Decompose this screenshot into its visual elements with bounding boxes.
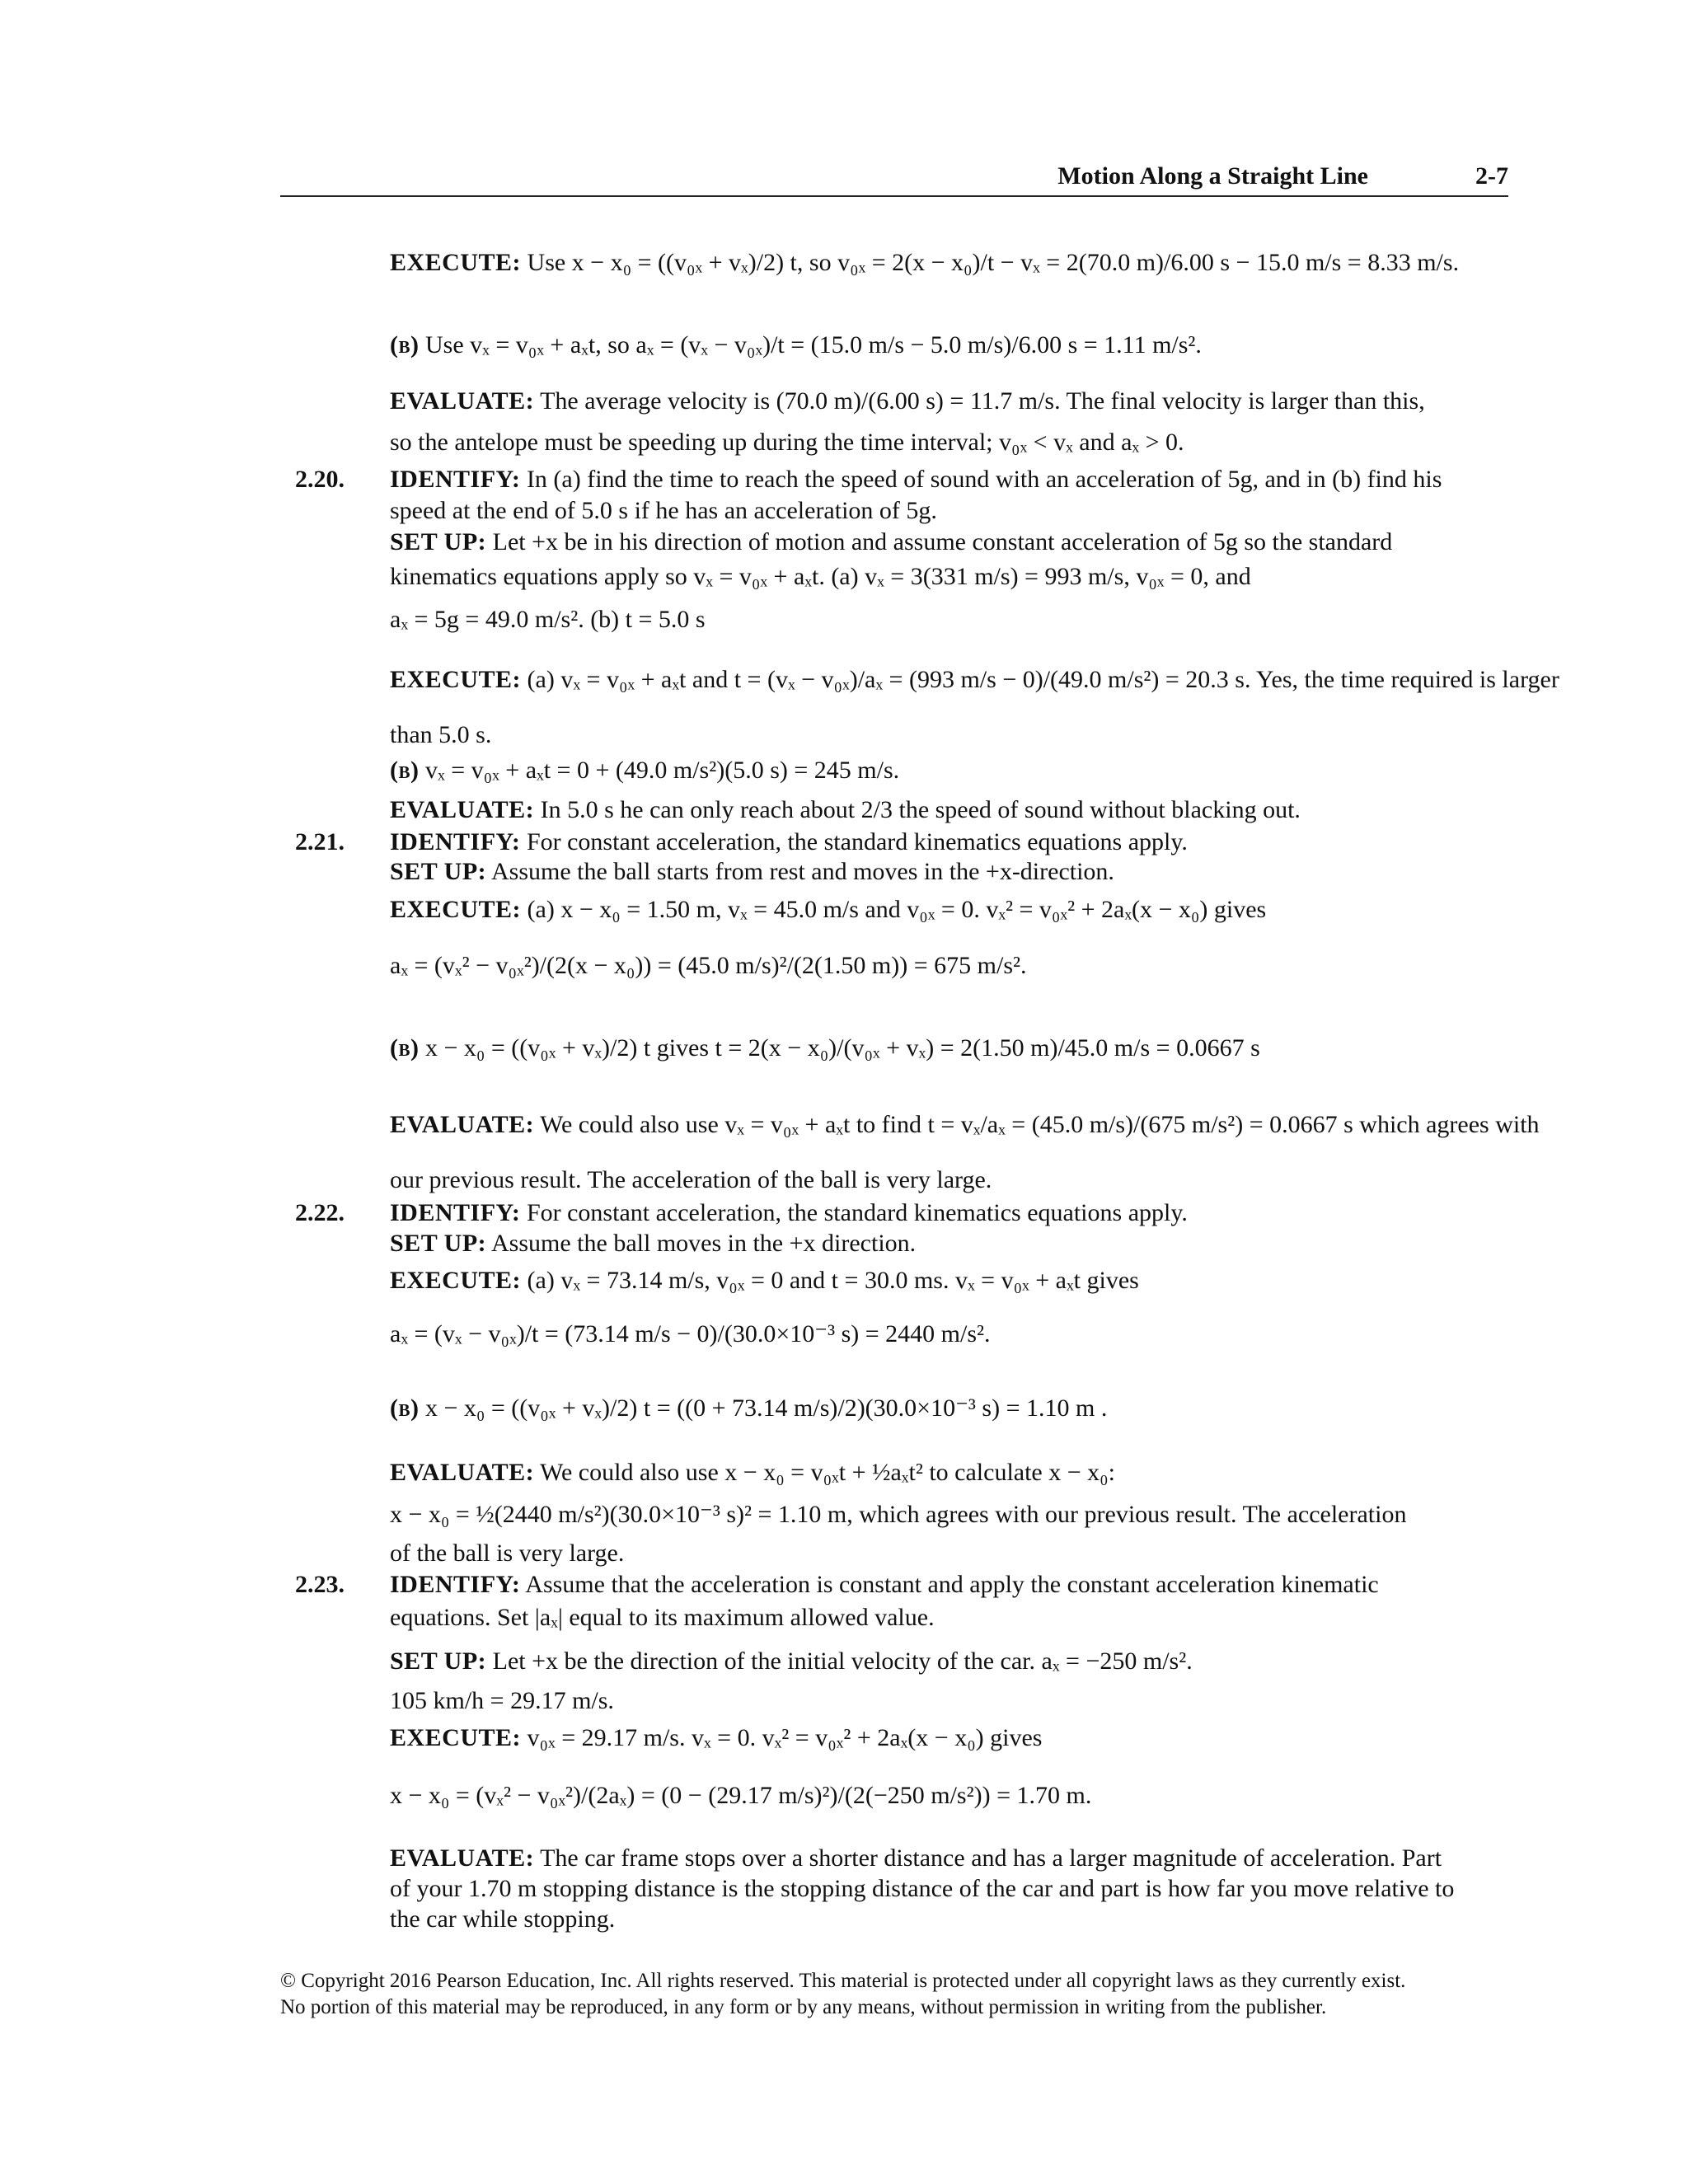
section-label: SET UP: xyxy=(390,528,487,555)
section-label: IDENTIFY: xyxy=(390,828,521,855)
line-text: For constant acceleration, the standard kinematics equations apply. xyxy=(526,1199,1188,1226)
line-text: aₓ = 5g = 49.0 m/s². (b) t = 5.0 s xyxy=(390,606,706,633)
line-text: Use vₓ = v₀ₓ + aₓt, so aₓ = (vₓ − v₀ₓ)/t = (15.0 m/s − 5.0 m/s)/6.00 s = 1.11 m/s². xyxy=(425,331,1202,359)
text-line xyxy=(390,1722,1042,1754)
text-line xyxy=(390,1569,1379,1601)
section-label: EVALUATE: xyxy=(390,796,535,823)
page-header xyxy=(280,161,1508,197)
text-line xyxy=(390,1904,615,1935)
text-line xyxy=(390,604,706,635)
section-label: EVALUATE: xyxy=(390,387,535,415)
text-line xyxy=(390,1457,1115,1488)
section-label: (b) xyxy=(390,331,420,359)
line-text: 105 km/h = 29.17 m/s. xyxy=(390,1687,614,1714)
footer-line-1: © Copyright 2016 Pearson Education, Inc. All rights reserved. This material is protected under all copyright laws as they currently exist. xyxy=(280,1970,1406,1992)
line-text: For constant acceleration, the standard kinematics equations apply. xyxy=(526,828,1188,855)
line-text: We could also use x − x₀ = v₀ₓt + ½aₓt² to calculate x − x₀: xyxy=(540,1459,1115,1486)
text-line xyxy=(390,719,491,751)
text-line xyxy=(390,1033,1260,1064)
line-text: Assume the ball moves in the +x direction. xyxy=(491,1230,917,1257)
line-text: v₀ₓ = 29.17 m/s. vₓ = 0. vₓ² = v₀ₓ² + 2aₓ(x − x₀) gives xyxy=(527,1724,1043,1751)
section-label: SET UP: xyxy=(390,1230,487,1257)
text-line xyxy=(390,330,1202,361)
text-line xyxy=(390,664,1559,696)
section-label: IDENTIFY: xyxy=(390,1199,521,1226)
header-page-number: 2-7 xyxy=(1475,162,1508,190)
line-text: equations. Set |aₓ| equal to its maximum allowed value. xyxy=(390,1604,935,1631)
text-line xyxy=(390,1843,1442,1874)
section-label: EVALUATE: xyxy=(390,1111,535,1138)
text-line xyxy=(390,1265,1139,1296)
text-line xyxy=(390,1393,1107,1424)
text-line xyxy=(390,561,1251,593)
problem-number: 2.23. xyxy=(295,1571,345,1598)
text-line xyxy=(390,1780,1091,1811)
text-line xyxy=(390,495,937,527)
line-text: Use x − x₀ = ((v₀ₓ + vₓ)/2) t, so v₀ₓ = 2(x − x₀)/t − vₓ = 2(70.0 m)/6.00 s − 15.0 m/s = 8.33 m/s. xyxy=(527,249,1460,276)
text-line xyxy=(390,827,1188,858)
line-text: than 5.0 s. xyxy=(390,721,492,748)
line-text: In 5.0 s he can only reach about 2/3 the speed of sound without blacking out. xyxy=(540,796,1301,823)
line-text: x − x₀ = (vₓ² − v₀ₓ²)/(2aₓ) = (0 − (29.17 m/s)²)/(2(−250 m/s²)) = 1.70 m. xyxy=(390,1782,1092,1809)
section-label: IDENTIFY: xyxy=(390,1571,521,1598)
line-text: (a) x − x₀ = 1.50 m, vₓ = 45.0 m/s and v₀ₓ = 0. vₓ² = v₀ₓ² + 2aₓ(x − x₀) gives xyxy=(527,896,1267,923)
text-line xyxy=(390,1228,916,1259)
line-text: aₓ = (vₓ − v₀ₓ)/t = (73.14 m/s − 0)/(30.0×10⁻³ s) = 2440 m/s². xyxy=(390,1320,991,1347)
text-line xyxy=(390,755,899,786)
text-line xyxy=(390,1319,991,1350)
section-label: EVALUATE: xyxy=(390,1459,535,1486)
line-text: x − x₀ = ½(2440 m/s²)(30.0×10⁻³ s)² = 1.10 m, which agrees with our previous result. The acceleration xyxy=(390,1501,1407,1528)
section-label: IDENTIFY: xyxy=(390,466,521,493)
text-line xyxy=(390,856,1114,888)
text-line xyxy=(390,1602,935,1633)
section-label: EXECUTE: xyxy=(390,1267,522,1294)
section-label: EVALUATE: xyxy=(390,1844,535,1872)
line-text: Let +x be in his direction of motion and assume constant acceleration of 5g so the standard xyxy=(492,528,1393,555)
text-line xyxy=(390,247,1459,279)
section-label: (b) xyxy=(390,1034,420,1062)
line-text: kinematics equations apply so vₓ = v₀ₓ + aₓt. (a) vₓ = 3(331 m/s) = 993 m/s, v₀ₓ = 0, and xyxy=(390,563,1251,590)
section-label: SET UP: xyxy=(390,858,487,885)
text-line xyxy=(390,527,1392,558)
text-line xyxy=(390,386,1425,417)
text-line xyxy=(390,1165,992,1196)
section-label: SET UP: xyxy=(390,1647,487,1675)
line-text: x − x₀ = ((v₀ₓ + vₓ)/2) t gives t = 2(x − x₀)/(v₀ₓ + vₓ) = 2(1.50 m)/45.0 m/s = 0.0667 s xyxy=(425,1034,1260,1062)
problem-number: 2.20. xyxy=(295,466,345,493)
text-line xyxy=(390,464,1442,495)
line-text: of your 1.70 m stopping distance is the stopping distance of the car and part is how far you move relative to xyxy=(390,1875,1455,1902)
section-label: EXECUTE: xyxy=(390,666,522,693)
text-line xyxy=(390,950,1027,982)
line-text: Assume the ball starts from rest and moves in the +x-direction. xyxy=(491,858,1114,885)
line-text: Assume that the acceleration is constant and apply the constant acceleration kinematic xyxy=(525,1571,1379,1598)
text-line xyxy=(390,1873,1454,1905)
line-text: our previous result. The acceleration of the ball is very large. xyxy=(390,1166,992,1193)
text-line xyxy=(390,1538,624,1569)
text-line xyxy=(390,1685,614,1717)
line-text: We could also use vₓ = v₀ₓ + aₓt to find t = vₓ/aₓ = (45.0 m/s)/(675 m/s²) = 0.0667 s which agrees with xyxy=(540,1111,1540,1138)
copyright-footer xyxy=(280,1968,1517,2021)
line-text: The average velocity is (70.0 m)/(6.00 s) = 11.7 m/s. The final velocity is larger than this, xyxy=(540,387,1425,415)
line-text: Let +x be the direction of the initial velocity of the car. aₓ = −250 m/s². xyxy=(492,1647,1193,1675)
text-line xyxy=(390,794,1301,826)
line-text: so the antelope must be speeding up during the time interval; v₀ₓ < vₓ and aₓ > 0. xyxy=(390,429,1184,456)
section-label: EXECUTE: xyxy=(390,249,522,276)
problem-number: 2.21. xyxy=(295,828,345,855)
text-line xyxy=(390,1109,1540,1141)
text-line xyxy=(390,427,1184,458)
line-text: vₓ = v₀ₓ + aₓt = 0 + (49.0 m/s²)(5.0 s) = 245 m/s. xyxy=(425,757,900,784)
text-line xyxy=(390,1499,1406,1530)
line-text: (a) vₓ = v₀ₓ + aₓt and t = (vₓ − v₀ₓ)/aₓ = (993 m/s − 0)/(49.0 m/s²) = 20.3 s. Yes, the time required is larger xyxy=(527,666,1559,693)
line-text: aₓ = (vₓ² − v₀ₓ²)/(2(x − x₀)) = (45.0 m/s)²/(2(1.50 m)) = 675 m/s². xyxy=(390,952,1027,979)
line-text: x − x₀ = ((v₀ₓ + vₓ)/2) t = ((0 + 73.14 m/s)/2)(30.0×10⁻³ s) = 1.10 m . xyxy=(425,1394,1108,1422)
section-label: EXECUTE: xyxy=(390,1724,522,1751)
line-text: In (a) find the time to reach the speed of sound with an acceleration of 5g, and in (b) find his xyxy=(526,466,1442,493)
footer-line-2: No portion of this material may be reproduced, in any form or by any means, without permission in writing from the publisher. xyxy=(280,1996,1327,2018)
line-text: (a) vₓ = 73.14 m/s, v₀ₓ = 0 and t = 30.0 ms. vₓ = v₀ₓ + aₓt gives xyxy=(527,1267,1139,1294)
line-text: of the ball is very large. xyxy=(390,1540,625,1567)
text-line xyxy=(390,894,1266,926)
line-text: the car while stopping. xyxy=(390,1905,616,1933)
section-label: (b) xyxy=(390,757,420,784)
line-text: speed at the end of 5.0 s if he has an acceleration of 5g. xyxy=(390,497,937,524)
text-line xyxy=(390,1197,1188,1229)
section-label: EXECUTE: xyxy=(390,896,522,923)
text-line xyxy=(390,1646,1193,1677)
header-title: Motion Along a Straight Line xyxy=(1057,162,1368,190)
problem-number: 2.22. xyxy=(295,1199,345,1226)
line-text: The car frame stops over a shorter distance and has a larger magnitude of acceleration. Part xyxy=(540,1844,1442,1872)
section-label: (b) xyxy=(390,1394,420,1422)
